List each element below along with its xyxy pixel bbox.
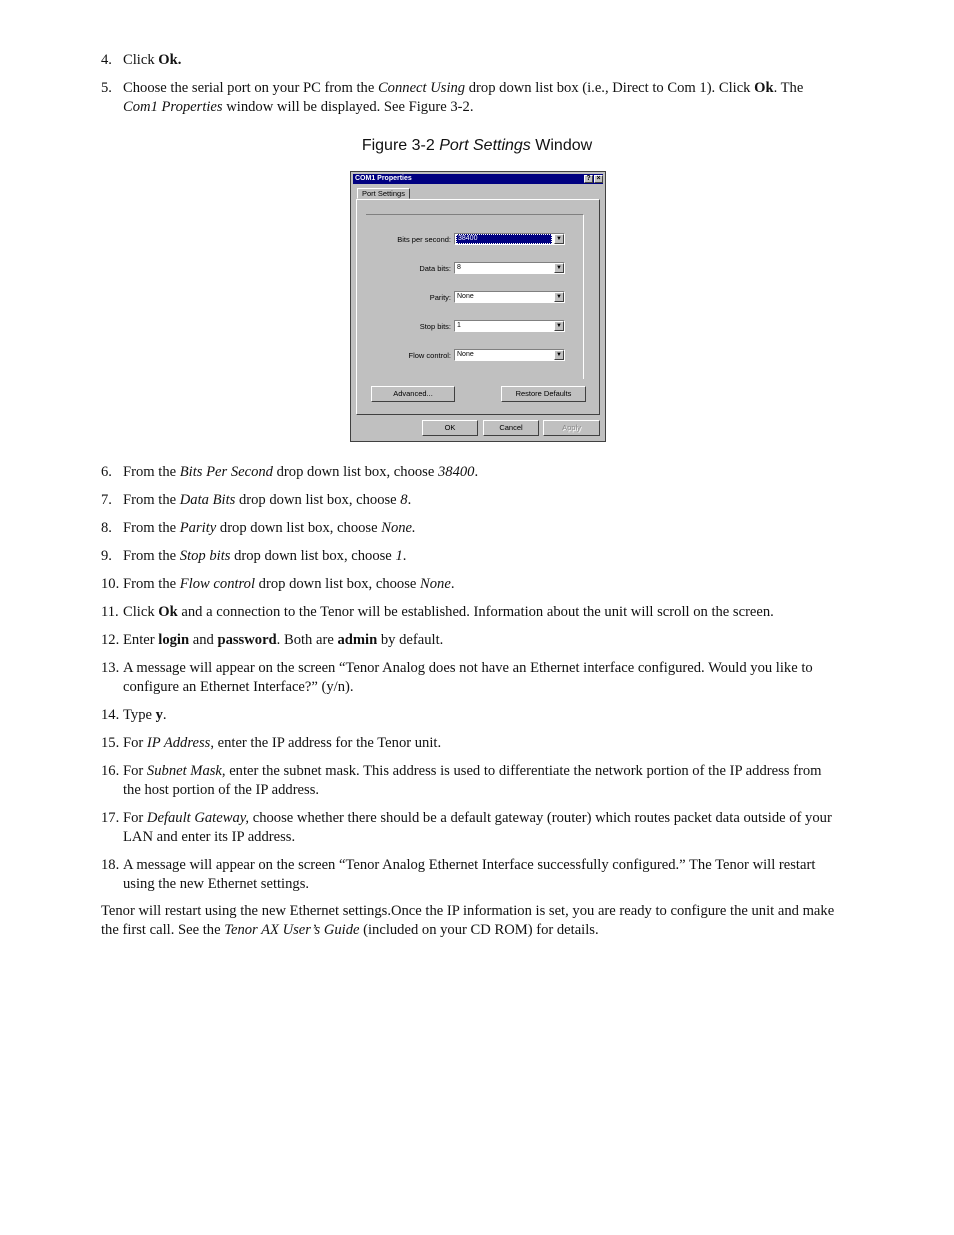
text-segment: Parity (179, 520, 217, 536)
text-segment: None (420, 576, 451, 592)
closing-paragraph (101, 902, 836, 940)
text-segment: password (217, 632, 277, 648)
text-segment: (included on your CD ROM) for details. (359, 922, 599, 938)
text-segment: 1 (395, 548, 403, 564)
text-segment: Flow control (179, 576, 256, 592)
step-text (123, 52, 181, 68)
chevron-down-icon[interactable]: ▼ (554, 321, 564, 331)
step-number: 8. (101, 520, 112, 536)
step-item (101, 51, 836, 70)
text-segment: . The (773, 80, 804, 96)
text-segment: choose whether there should be a default gateway (router) which routes packet data outside of your LAN and enter its IP address. (123, 810, 832, 845)
step-item (101, 79, 836, 117)
text-segment: y (155, 707, 163, 723)
text-segment: Subnet Mask (146, 763, 222, 779)
com1-properties-dialog (350, 171, 606, 442)
step-number: 13. (101, 660, 120, 676)
text-segment: . (450, 576, 455, 592)
text-segment: 8 (400, 492, 408, 508)
data-bits-value: 8 (457, 264, 461, 271)
text-segment: Ok (158, 604, 178, 620)
text-segment: Type (123, 707, 156, 723)
apply-button[interactable]: Apply (543, 420, 600, 436)
stop-bits-select[interactable] (454, 320, 565, 332)
dialog-title: COM1 Properties (355, 175, 412, 182)
text-segment: From the (123, 464, 180, 480)
step-item (101, 575, 836, 594)
flow-control-label: Flow control: (408, 351, 451, 360)
tab-port-settings[interactable]: Port Settings (357, 188, 410, 199)
steps-list-top (101, 51, 836, 126)
text-segment: . (402, 548, 407, 564)
step-item (101, 809, 836, 847)
caption-prefix: Figure 3-2 (361, 137, 440, 154)
step-number: 16. (101, 763, 120, 779)
text-segment: and (189, 632, 218, 648)
text-segment: From the (123, 576, 180, 592)
step-text (123, 604, 774, 620)
text-segment: Com1 Properties (123, 99, 223, 115)
step-number: 14. (101, 707, 120, 723)
text-segment: A message will appear on the screen “Tenor Analog does not have an Ethernet interface configured. Would you like to configure an Ethernet Interface?” (y/n). (123, 660, 813, 695)
text-segment: , enter the IP address for the Tenor unit. (210, 735, 442, 751)
parity-value: None (457, 293, 474, 300)
text-segment: Click (123, 52, 159, 68)
text-segment: drop down list box, choose (255, 576, 421, 592)
step-item (101, 631, 836, 650)
text-segment: window will be displayed. See Figure 3-2. (222, 99, 474, 115)
restore-defaults-button[interactable]: Restore Defaults (501, 386, 586, 402)
text-segment: . (474, 464, 479, 480)
step-text (123, 520, 416, 536)
step-number: 12. (101, 632, 120, 648)
text-segment: , enter the subnet mask. This address is used to differentiate the network portion of the IP address from the host portion of the IP address. (123, 763, 822, 798)
close-button[interactable]: × (594, 175, 603, 183)
bits-per-second-select[interactable] (454, 233, 565, 245)
step-text (123, 857, 815, 892)
step-text (123, 80, 803, 115)
step-number: 10. (101, 576, 120, 592)
step-text (123, 632, 443, 648)
stop-bits-label: Stop bits: (419, 322, 451, 331)
step-item (101, 762, 836, 800)
step-number: 18. (101, 857, 120, 873)
text-segment: . Both are (276, 632, 338, 648)
text-segment: For (123, 735, 147, 751)
cancel-button[interactable]: Cancel (483, 420, 539, 436)
text-segment: drop down list box (i.e., Direct to Com 1). Click (465, 80, 755, 96)
flow-control-value: None (457, 351, 474, 358)
chevron-down-icon[interactable]: ▼ (554, 234, 564, 244)
text-segment: by default. (377, 632, 444, 648)
step-number: 11. (101, 604, 119, 620)
step-item (101, 659, 836, 697)
text-segment: Click (123, 604, 159, 620)
text-segment: Tenor AX User’s Guide (224, 922, 360, 938)
step-item (101, 734, 836, 753)
step-number: 7. (101, 492, 112, 508)
step-number: 9. (101, 548, 112, 564)
parity-select[interactable] (454, 291, 565, 303)
steps-list-bottom (101, 463, 836, 903)
parity-label: Parity: (429, 293, 451, 302)
step-item (101, 547, 836, 566)
advanced-button[interactable]: Advanced... (371, 386, 455, 402)
step-item (101, 491, 836, 510)
step-text (123, 810, 832, 845)
step-item (101, 519, 836, 538)
step-text (123, 464, 478, 480)
text-segment: From the (123, 492, 180, 508)
chevron-down-icon[interactable]: ▼ (554, 263, 564, 273)
step-item (101, 603, 836, 622)
text-segment: drop down list box, choose (216, 520, 382, 536)
text-segment: Data Bits (179, 492, 236, 508)
step-number: 6. (101, 464, 112, 480)
text-segment: Choose the serial port on your PC from the (123, 80, 378, 96)
text-segment: From the (123, 548, 180, 564)
text-segment: drop down list box, choose (272, 464, 438, 480)
step-number: 4. (101, 52, 112, 68)
text-segment: None. (381, 520, 416, 536)
text-segment: drop down list box, choose (230, 548, 396, 564)
chevron-down-icon[interactable]: ▼ (554, 292, 564, 302)
bits-per-second-label: Bits per second: (397, 235, 451, 244)
text-segment: . (162, 707, 167, 723)
data-bits-label: Data bits: (419, 264, 451, 273)
step-text (123, 707, 167, 723)
text-segment: IP Address (146, 735, 211, 751)
text-segment: Tenor will restart using the new Ethernet settings.Once the IP information is set, you are ready to configure the unit and make the first call. See the (101, 903, 835, 938)
step-item (101, 856, 836, 894)
text-segment: 38400 (437, 464, 475, 480)
text-segment: drop down list box, choose (235, 492, 401, 508)
help-button[interactable]: ? (584, 175, 593, 183)
step-text (123, 660, 813, 695)
dialog-titlebar (353, 174, 603, 184)
text-segment: admin (337, 632, 378, 648)
step-text (123, 576, 454, 592)
step-item (101, 463, 836, 482)
data-bits-select[interactable] (454, 262, 565, 274)
text-segment: Bits Per Second (179, 464, 273, 480)
flow-control-select[interactable] (454, 349, 565, 361)
step-text (123, 548, 406, 564)
caption-italic: Port Settings (439, 137, 531, 154)
text-segment: A message will appear on the screen “Tenor Analog Ethernet Interface successfully configured.” The Tenor will restart using the new Ethernet settings. (123, 857, 816, 892)
bits-per-second-value: 38400 (456, 234, 552, 244)
text-segment: From the (123, 520, 180, 536)
text-segment: Ok. (158, 52, 182, 68)
step-text (123, 763, 821, 798)
text-segment: For (123, 810, 147, 826)
text-segment: Enter (123, 632, 159, 648)
chevron-down-icon[interactable]: ▼ (554, 350, 564, 360)
stop-bits-value: 1 (457, 322, 461, 329)
step-text (123, 492, 411, 508)
step-text (123, 735, 441, 751)
ok-button[interactable]: OK (422, 420, 478, 436)
figure-caption (0, 137, 954, 155)
text-segment: Connect Using (377, 80, 466, 96)
caption-suffix: Window (530, 137, 593, 154)
step-number: 5. (101, 80, 112, 96)
text-segment: login (158, 632, 190, 648)
text-segment: . (407, 492, 412, 508)
text-segment: Stop bits (179, 548, 231, 564)
text-segment: For (123, 763, 147, 779)
text-segment: Ok (754, 80, 774, 96)
step-item (101, 706, 836, 725)
text-segment: and a connection to the Tenor will be established. Information about the unit will scroll on the screen. (177, 604, 774, 620)
step-number: 15. (101, 735, 120, 751)
step-number: 17. (101, 810, 120, 826)
text-segment: Default Gateway, (146, 810, 250, 826)
